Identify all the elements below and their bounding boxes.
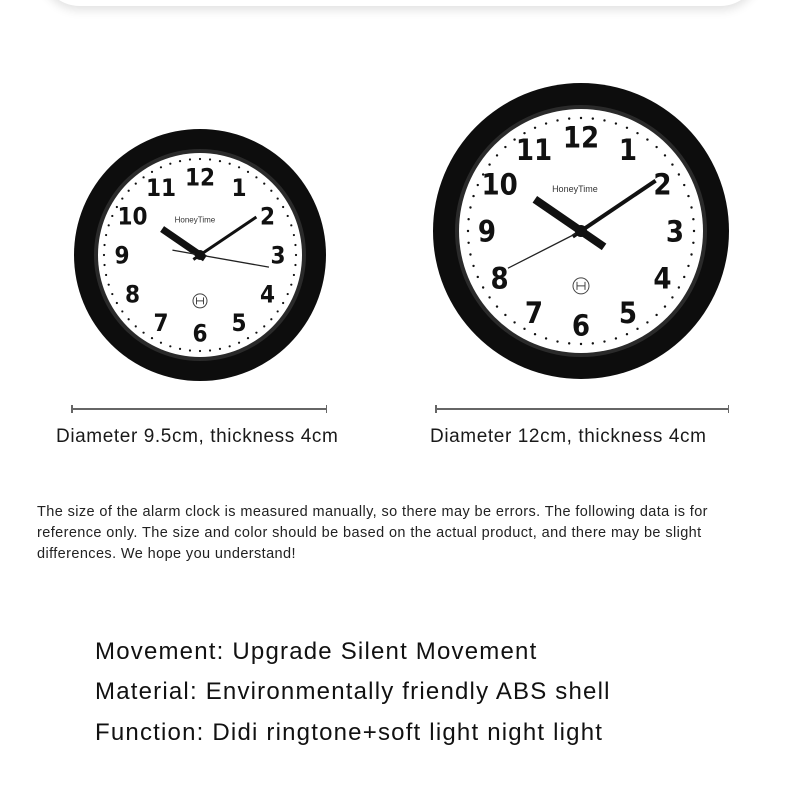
minute-dot (270, 318, 272, 320)
measurement-disclaimer: The size of the alarm clock is measured manually, so there may be errors. The following data is for reference only. The size and color should be based on the actual product, and there may be slight differences. We hope you understand! (37, 504, 708, 562)
minute-dot (189, 158, 191, 160)
minute-dot (105, 274, 107, 276)
minute-dot (247, 171, 249, 173)
minute-dot (692, 242, 694, 244)
clock-numeral: 9 (477, 214, 497, 249)
center-hub (575, 225, 587, 237)
small-clock-diameter-line (71, 405, 327, 413)
minute-dot (294, 244, 296, 246)
minute-dot (496, 305, 498, 307)
minute-dot (111, 215, 113, 217)
minute-dot (287, 293, 289, 295)
small-clock-caption: Diameter 9.5cm, thickness 4cm (56, 426, 339, 447)
clock-numeral: 2 (260, 202, 276, 231)
minute-dot (294, 264, 296, 266)
minute-dot (116, 302, 118, 304)
minute-dot (290, 224, 292, 226)
minute-dot (108, 224, 110, 226)
spec-material: Material: Environmentally friendly ABS shell (95, 678, 611, 705)
clock-numeral: 12 (562, 120, 600, 155)
small-clock (70, 125, 330, 385)
minute-dot (282, 206, 284, 208)
minute-dot (467, 242, 469, 244)
minute-dot (160, 342, 162, 344)
minute-dot (687, 265, 689, 267)
spec-movement: Movement: Upgrade Silent Movement (95, 638, 538, 665)
clock-numeral: 3 (665, 214, 685, 249)
minute-dot (199, 350, 201, 352)
clock-numeral: 2 (653, 167, 672, 202)
minute-dot (160, 166, 162, 168)
minute-dot (488, 296, 490, 298)
minute-dot (626, 127, 628, 129)
minute-dot (496, 154, 498, 156)
minute-dot (121, 310, 123, 312)
minute-dot (209, 349, 211, 351)
minute-dot (690, 206, 692, 208)
clock-brand-label: HoneyTime (552, 183, 598, 194)
minute-dot (105, 234, 107, 236)
clock-numeral: 11 (515, 133, 553, 168)
minute-dot (646, 321, 648, 323)
minute-dot (671, 296, 673, 298)
minute-dot (277, 310, 279, 312)
minute-dot (199, 158, 201, 160)
clock-numeral: 9 (114, 241, 130, 270)
minute-dot (103, 264, 105, 266)
minute-dot (534, 333, 536, 335)
minute-dot (603, 119, 605, 121)
minute-dot (655, 314, 657, 316)
minute-dot (179, 160, 181, 162)
minute-dot (655, 146, 657, 148)
clock-numeral: 1 (618, 133, 638, 168)
minute-dot (683, 276, 685, 278)
minute-dot (534, 127, 536, 129)
minute-dot (151, 337, 153, 339)
minute-dot (293, 274, 295, 276)
minute-dot (683, 184, 685, 186)
clock-numeral: 10 (481, 167, 518, 202)
minute-dot (592, 342, 594, 344)
clock-numeral: 4 (260, 280, 276, 309)
clock-numeral: 3 (270, 241, 286, 270)
minute-dot (504, 146, 506, 148)
minute-dot (504, 314, 506, 316)
minute-dot (293, 234, 295, 236)
clock-numeral: 5 (231, 309, 247, 338)
minute-dot (169, 345, 171, 347)
minute-dot (219, 348, 221, 350)
minute-dot (467, 230, 469, 232)
clock-numeral: 6 (571, 308, 591, 343)
minute-dot (219, 160, 221, 162)
minute-dot (135, 325, 137, 327)
clock-numeral: 7 (153, 309, 169, 338)
minute-dot (603, 340, 605, 342)
minute-dot (467, 218, 469, 220)
minute-dot (488, 163, 490, 165)
minute-dot (108, 284, 110, 286)
minute-dot (477, 184, 479, 186)
minute-dot (671, 163, 673, 165)
minute-dot (556, 340, 558, 342)
minute-dot (179, 348, 181, 350)
spec-function: Function: Didi ringtone+soft light night light (95, 719, 604, 746)
clock-numeral: 12 (184, 163, 216, 192)
minute-dot (135, 183, 137, 185)
minute-dot (678, 173, 680, 175)
clock-numeral: 1 (231, 174, 247, 203)
clock-numeral: 6 (192, 319, 208, 348)
minute-dot (128, 190, 130, 192)
minute-dot (472, 265, 474, 267)
large-clock-diameter-line (435, 405, 729, 413)
minute-dot (238, 166, 240, 168)
minute-dot (247, 337, 249, 339)
minute-dot (263, 325, 265, 327)
minute-dot (238, 342, 240, 344)
minute-dot (472, 195, 474, 197)
minute-dot (277, 197, 279, 199)
minute-dot (580, 343, 582, 345)
clock-numeral: 5 (618, 295, 638, 330)
minute-dot (556, 119, 558, 121)
minute-dot (580, 117, 582, 119)
minute-dot (103, 244, 105, 246)
clock-brand-label: HoneyTime (174, 215, 216, 225)
minute-dot (692, 218, 694, 220)
minute-dot (270, 190, 272, 192)
minute-dot (290, 284, 292, 286)
center-hub (195, 250, 205, 260)
minute-dot (568, 342, 570, 344)
minute-dot (142, 176, 144, 178)
minute-dot (121, 197, 123, 199)
minute-dot (282, 302, 284, 304)
minute-dot (229, 163, 231, 165)
minute-dot (615, 122, 617, 124)
minute-dot (295, 254, 297, 256)
minute-dot (189, 349, 191, 351)
minute-dot (678, 286, 680, 288)
clock-numeral: 4 (653, 261, 672, 296)
clock-numeral: 10 (117, 202, 148, 231)
minute-dot (469, 206, 471, 208)
minute-dot (626, 333, 628, 335)
minute-dot (664, 305, 666, 307)
minute-dot (287, 215, 289, 217)
minute-dot (142, 332, 144, 334)
minute-dot (255, 176, 257, 178)
minute-dot (693, 230, 695, 232)
minute-dot (545, 122, 547, 124)
large-clock (430, 80, 732, 382)
minute-dot (263, 183, 265, 185)
minute-dot (255, 332, 257, 334)
minute-dot (690, 253, 692, 255)
large-clock-caption: Diameter 12cm, thickness 4cm (430, 426, 707, 447)
minute-dot (482, 286, 484, 288)
minute-dot (229, 345, 231, 347)
minute-dot (111, 293, 113, 295)
minute-dot (664, 154, 666, 156)
minute-dot (469, 253, 471, 255)
minute-dot (151, 171, 153, 173)
top-panel-edge (40, 0, 760, 6)
clock-numeral: 7 (524, 295, 544, 330)
minute-dot (513, 321, 515, 323)
minute-dot (103, 254, 105, 256)
minute-dot (646, 138, 648, 140)
minute-dot (615, 337, 617, 339)
minute-dot (128, 318, 130, 320)
minute-dot (209, 158, 211, 160)
clock-numeral: 11 (145, 174, 177, 203)
minute-dot (477, 276, 479, 278)
minute-dot (545, 337, 547, 339)
minute-dot (687, 195, 689, 197)
clock-numeral: 8 (490, 261, 509, 296)
clock-numeral: 8 (124, 280, 140, 309)
minute-dot (169, 163, 171, 165)
